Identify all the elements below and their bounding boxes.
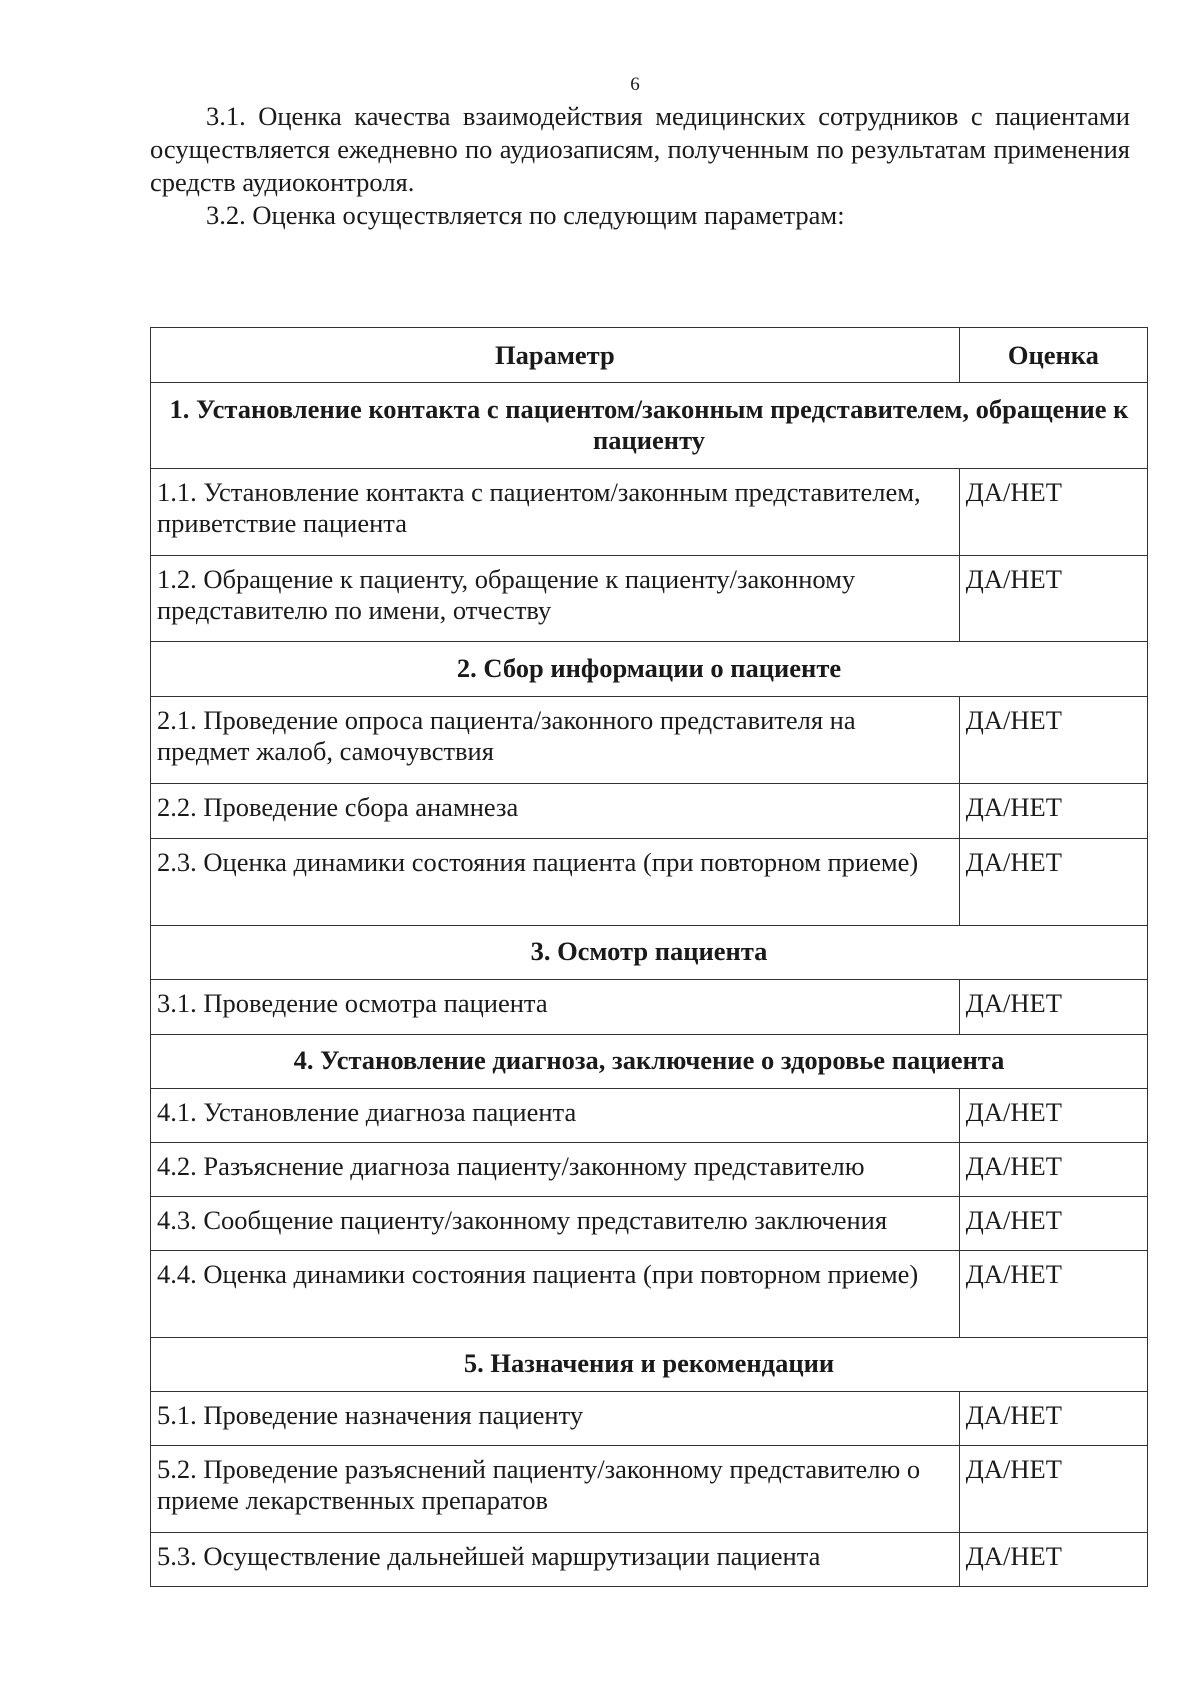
paragraph-3-2-text: 3.2. Оценка осуществляется по следующим параметрам: <box>206 200 845 230</box>
param-cell: 4.4. Оценка динамики состояния пациента (при повторном приеме) <box>151 1251 960 1338</box>
table-header-row <box>151 328 1148 383</box>
param-cell: 2.2. Проведение сбора анамнеза <box>151 784 960 839</box>
score-cell: ДА/НЕТ <box>959 1197 1147 1251</box>
param-cell: 1.1. Установление контакта с пациентом/законным представителем, приветствие пациента <box>151 469 960 556</box>
table-row <box>151 697 1148 784</box>
table-row <box>151 784 1148 839</box>
page-number: 6 <box>630 74 640 95</box>
score-cell: ДА/НЕТ <box>959 697 1147 784</box>
score-cell: ДА/НЕТ <box>959 1143 1147 1197</box>
table-row <box>151 556 1148 642</box>
table-row <box>151 1446 1148 1533</box>
section-title: 4. Установление диагноза, заключение о здоровье пациента <box>151 1035 1148 1089</box>
section-title: 2. Сбор информации о пациенте <box>151 642 1148 697</box>
score-cell: ДА/НЕТ <box>959 1446 1147 1533</box>
score-cell: ДА/НЕТ <box>959 980 1147 1035</box>
section-row <box>151 1338 1148 1392</box>
score-cell: ДА/НЕТ <box>959 1089 1147 1143</box>
section-row <box>151 926 1148 980</box>
param-cell: 1.2. Обращение к пациенту, обращение к пациенту/законному представителю по имени, отчеству <box>151 556 960 642</box>
table-row <box>151 469 1148 556</box>
paragraph-3-1 <box>150 100 1130 199</box>
param-cell: 2.1. Проведение опроса пациента/законного представителя на предмет жалоб, самочувствия <box>151 697 960 784</box>
paragraph-3-2 <box>150 199 1130 232</box>
section-title: 1. Установление контакта с пациентом/законным представителем, обращение к пациенту <box>151 383 1148 469</box>
table-row <box>151 1089 1148 1143</box>
section-row <box>151 642 1148 697</box>
score-cell: ДА/НЕТ <box>959 1251 1147 1338</box>
table-row <box>151 1143 1148 1197</box>
score-cell: ДА/НЕТ <box>959 1392 1147 1446</box>
param-cell: 4.2. Разъяснение диагноза пациенту/законному представителю <box>151 1143 960 1197</box>
section-row <box>151 1035 1148 1089</box>
parameters-table <box>150 327 1148 1587</box>
paragraph-3-1-text: 3.1. Оценка качества взаимодействия медицинских сотрудников с пациентами осуществляется ежедневно по аудиозаписям, полученным по результатам применения средств аудиоконтроля. <box>150 101 1130 197</box>
param-cell: 5.2. Проведение разъяснений пациенту/законному представителю о приеме лекарственных препаратов <box>151 1446 960 1533</box>
section-title: 5. Назначения и рекомендации <box>151 1338 1148 1392</box>
table-row <box>151 1251 1148 1338</box>
param-cell: 2.3. Оценка динамики состояния пациента (при повторном приеме) <box>151 839 960 926</box>
param-cell: 4.3. Сообщение пациенту/законному представителю заключения <box>151 1197 960 1251</box>
param-cell: 5.1. Проведение назначения пациенту <box>151 1392 960 1446</box>
param-cell: 4.1. Установление диагноза пациента <box>151 1089 960 1143</box>
table-row <box>151 1533 1148 1587</box>
score-cell: ДА/НЕТ <box>959 784 1147 839</box>
param-cell: 5.3. Осуществление дальнейшей маршрутизации пациента <box>151 1533 960 1587</box>
section-row <box>151 383 1148 469</box>
header-score: Оценка <box>959 328 1147 383</box>
table-row <box>151 1392 1148 1446</box>
table-row <box>151 839 1148 926</box>
table-row <box>151 980 1148 1035</box>
score-cell: ДА/НЕТ <box>959 556 1147 642</box>
score-cell: ДА/НЕТ <box>959 469 1147 556</box>
table-row <box>151 1197 1148 1251</box>
header-param: Параметр <box>151 328 960 383</box>
score-cell: ДА/НЕТ <box>959 1533 1147 1587</box>
param-cell: 3.1. Проведение осмотра пациента <box>151 980 960 1035</box>
section-title: 3. Осмотр пациента <box>151 926 1148 980</box>
score-cell: ДА/НЕТ <box>959 839 1147 926</box>
